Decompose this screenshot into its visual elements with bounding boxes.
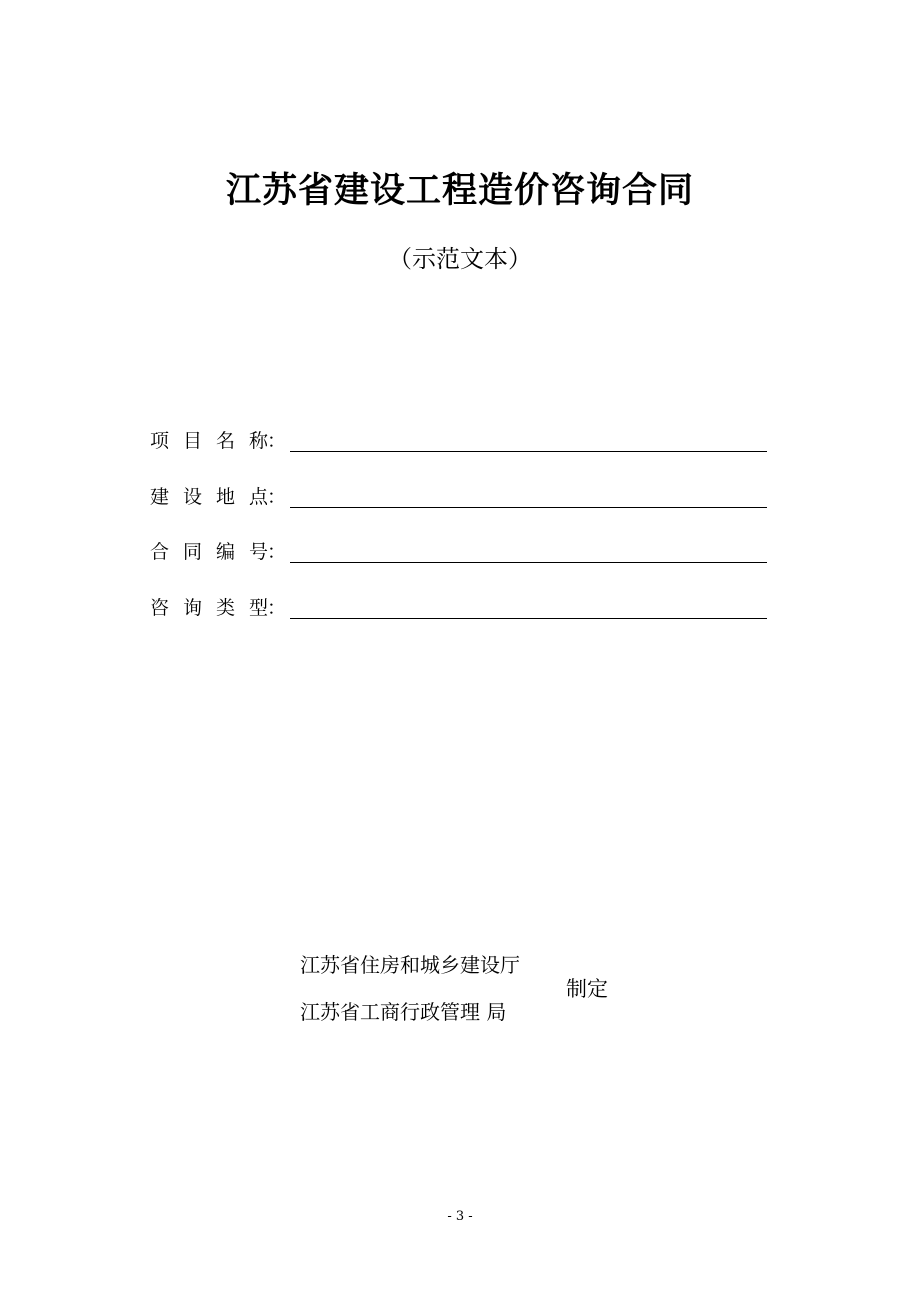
document-title: 江苏省建设工程造价咨询合同	[225, 171, 694, 211]
contract-number-label: 合 同 编 号：	[150, 541, 287, 563]
issuer-commerce-bureau: 江苏省工商行政管理 局	[300, 1000, 507, 1024]
consulting-type-blank-line	[290, 618, 767, 619]
consulting-type-field	[150, 594, 770, 624]
page-number: - 3 -	[447, 1209, 473, 1224]
contract-number-blank-line	[290, 562, 767, 563]
construction-location-label: 建 设 地 点：	[150, 486, 287, 508]
project-name-blank-line	[290, 451, 767, 452]
document-subtitle: （示范文本）	[388, 245, 532, 273]
project-name-field	[150, 427, 770, 457]
project-name-label: 项 目 名 称：	[150, 430, 287, 452]
issued-label: 制定	[566, 977, 608, 1001]
construction-location-field	[150, 483, 770, 513]
consulting-type-label: 咨 询 类 型：	[150, 597, 287, 619]
construction-location-blank-line	[290, 507, 767, 508]
issuer-housing-department: 江苏省住房和城乡建设厅	[300, 953, 520, 977]
contract-number-field	[150, 538, 770, 568]
